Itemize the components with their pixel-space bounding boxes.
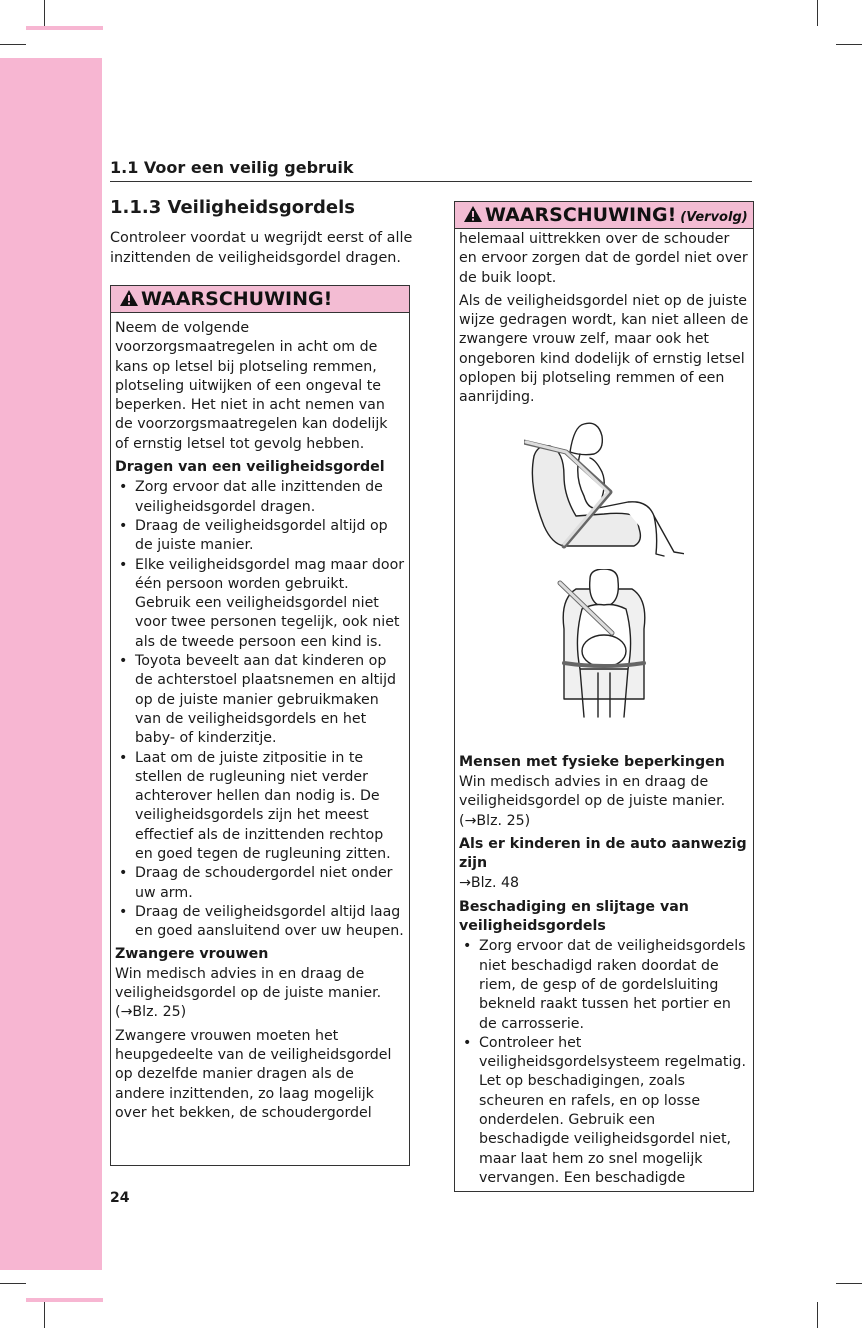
warning-heading: Zwangere vrouwen [115, 945, 269, 962]
warning-paragraph: Win medisch advies in en draag de veiligheidsgordel op de juiste manier. (→Blz. 25) [115, 965, 382, 1021]
warning-list [459, 937, 749, 1188]
crop-mark [836, 1283, 862, 1284]
pregnant-woman-front-illustration [554, 569, 654, 719]
warning-paragraph: Zwangere vrouwen moeten het heupgedeelte van de veiligheidsgordel op dezelfde manier dragen als de andere inzittenden, zo laag mogelijk over het bekken, de schoudergordel [115, 1027, 392, 1121]
warning-list [115, 478, 405, 941]
continued-label: (Vervolg) [680, 210, 748, 225]
list-item: • Draag de veiligheidsgordel altijd laag en goed aansluitend over uw heupen. [115, 903, 405, 942]
warning-paragraph: Win medisch advies in en draag de veiligheidsgordel op de juiste manier. (→Blz. 25) [459, 773, 726, 829]
list-item: • Zorg ervoor dat de veiligheidsgordels niet beschadigd raken doordat de riem, de gesp of de gordelsluiting bekneld raakt tussen het portier en de carrosserie. [459, 937, 749, 1033]
pregnant-woman-side-illustration [524, 416, 684, 561]
warning-intro: Neem de volgende voorzorgsmaatregelen in acht om de kans op letsel bij plotseling remmen, plotseling uitwijken of een ongeval te beperken. Het niet in acht nemen van de voorzorgsmaatregelen kan dodelijk of ernstig letsel tot gevolg hebben. [115, 320, 388, 452]
warning-header [111, 286, 409, 313]
warning-header [455, 202, 753, 229]
warning-box-left [110, 285, 410, 1166]
crop-mark [817, 0, 818, 26]
page-number: 24 [110, 1190, 130, 1206]
crop-mark [0, 44, 26, 45]
crop-mark [44, 1302, 45, 1328]
list-item: • Draag de schoudergordel niet onder uw arm. [115, 864, 405, 903]
warning-heading: Beschadiging en slijtage van veiligheidsgordels [459, 898, 689, 935]
warning-box-right [454, 201, 754, 1192]
warning-paragraph: Als de veiligheidsgordel niet op de juiste wijze gedragen wordt, kan niet alleen de zwangere vrouw zelf, maar ook het ongeboren kind dodelijk of ernstig letsel oplopen bij plotseling remmen of een aanrijding. [459, 292, 749, 406]
subsection-title: 1.1.3 Veiligheidsgordels [110, 197, 355, 218]
warning-paragraph: →Blz. 48 [459, 875, 520, 892]
crop-mark [836, 44, 862, 45]
list-item: • Laat om de juiste zitpositie in te stellen de rugleuning niet verder achterover hellen dan nodig is. De veiligheidsgordels zijn het meest effectief als de inzittenden rechtop en goed tegen de rugleuning zitten. [115, 749, 405, 865]
list-item: • Toyota beveelt aan dat kinderen op de achterstoel plaatsnemen en altijd op de juiste manier gebruikmaken van de veiligheidsgordels en het baby- of kinderzitje. [115, 652, 405, 748]
warning-triangle-icon [463, 204, 483, 231]
warning-paragraph: helemaal uittrekken over de schouder en ervoor zorgen dat de gordel niet over de buik loopt. [459, 231, 748, 286]
crop-mark [817, 1302, 818, 1328]
warning-heading: Als er kinderen in de auto aanwezig zijn [459, 835, 747, 872]
warning-title: WAARSCHUWING! [141, 288, 333, 310]
crop-mark [0, 1283, 26, 1284]
warning-heading: Dragen van een veiligheidsgordel [115, 459, 385, 476]
list-item: • Controleer het veiligheidsgordelsysteem regelmatig. Let op beschadigingen, zoals scheuren en rafels, en op losse onderdelen. Gebruik een beschadigde veiligheidsgordel niet, maar laat hem zo snel mogelijk vervangen. Een beschadigde [459, 1034, 749, 1188]
warning-title: WAARSCHUWING! [485, 204, 677, 226]
list-item: • Zorg ervoor dat alle inzittenden de veiligheidsgordel dragen. [115, 478, 405, 517]
section-header: 1.1 Voor een veilig gebruik [110, 158, 752, 182]
list-item: • Draag de veiligheidsgordel altijd op de juiste manier. [115, 517, 405, 556]
list-item: • Elke veiligheidsgordel mag maar door één persoon worden gebruikt. Gebruik een veiligheidsgordel niet voor twee personen tegelijk, ook niet als de tweede persoon een kind is. [115, 556, 405, 652]
warning-triangle-icon [119, 288, 139, 315]
pink-strip-top [26, 26, 103, 30]
warning-heading: Mensen met fysieke beperkingen [459, 753, 725, 770]
pink-strip-bottom [26, 1298, 103, 1302]
intro-text: Controleer voordat u wegrijdt eerst of alle inzittenden de veiligheidsgordel dragen. [110, 230, 413, 266]
chapter-tab [0, 58, 102, 1270]
crop-mark [44, 0, 45, 26]
